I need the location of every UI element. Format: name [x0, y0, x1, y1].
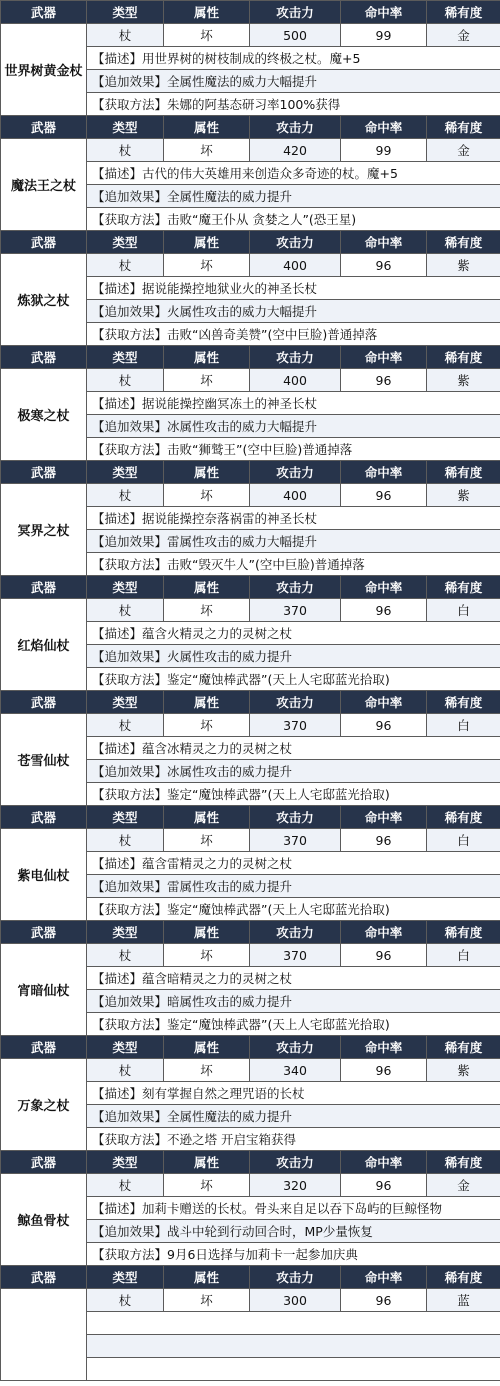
header-rarity: 稀有度 [427, 806, 500, 829]
header-row [1, 231, 500, 254]
weapon-stat-row [1, 829, 500, 852]
weapon-rarity: 紫 [427, 1059, 500, 1082]
weapon-attribute: 坏 [164, 254, 250, 277]
header-rarity: 稀有度 [427, 231, 500, 254]
weapon-stat-row [1, 484, 500, 507]
weapon-extra-effect: 【追加效果】雷属性攻击的威力提升 [87, 875, 500, 898]
weapon-attribute: 坏 [164, 369, 250, 392]
header-attack: 攻击力 [250, 1266, 341, 1289]
weapon-attack: 370 [250, 829, 341, 852]
header-weapon: 武器 [1, 461, 87, 484]
weapon-hit-rate: 96 [341, 484, 427, 507]
weapon-description [87, 1312, 500, 1335]
weapon-extra-effect: 【追加效果】冰属性攻击的威力大幅提升 [87, 415, 500, 438]
weapon-extra-effect: 【追加效果】火属性攻击的威力提升 [87, 645, 500, 668]
weapon-type: 杖 [87, 714, 164, 737]
weapon-hit-rate: 96 [341, 369, 427, 392]
weapon-type: 杖 [87, 24, 164, 47]
header-rarity: 稀有度 [427, 346, 500, 369]
header-type: 类型 [87, 1151, 164, 1174]
weapon-description: 【描述】据说能操控奈落祸雷的神圣长杖 [87, 507, 500, 530]
weapon-stat-row [1, 1174, 500, 1197]
weapon-name: 魔法王之杖 [1, 139, 87, 231]
weapon-stat-row [1, 1059, 500, 1082]
weapon-description: 【描述】刻有掌握自然之理咒语的长杖 [87, 1082, 500, 1105]
weapon-name: 紫电仙杖 [1, 829, 87, 921]
header-weapon: 武器 [1, 921, 87, 944]
weapon-attribute: 坏 [164, 944, 250, 967]
header-type: 类型 [87, 691, 164, 714]
weapon-stat-row [1, 714, 500, 737]
weapon-type: 杖 [87, 599, 164, 622]
weapon-name: 宵暗仙杖 [1, 944, 87, 1036]
header-row [1, 806, 500, 829]
weapon-stat-row [1, 254, 500, 277]
header-hit-rate: 命中率 [341, 691, 427, 714]
header-attack: 攻击力 [250, 576, 341, 599]
weapon-obtain-method: 【获取方法】鉴定“魔蚀棒武器”(天上人宅邸蓝光拾取) [87, 783, 500, 806]
header-attack: 攻击力 [250, 461, 341, 484]
weapon-name: 万象之杖 [1, 1059, 87, 1151]
header-row [1, 1266, 500, 1289]
weapon-attack: 500 [250, 24, 341, 47]
header-attack: 攻击力 [250, 806, 341, 829]
weapon-type: 杖 [87, 369, 164, 392]
weapon-hit-rate: 96 [341, 944, 427, 967]
weapon-attack: 300 [250, 1289, 341, 1312]
header-rarity: 稀有度 [427, 1036, 500, 1059]
header-rarity: 稀有度 [427, 1151, 500, 1174]
header-type: 类型 [87, 231, 164, 254]
header-weapon: 武器 [1, 576, 87, 599]
weapon-stat-row [1, 599, 500, 622]
weapon-description: 【描述】蕴含雷精灵之力的灵树之杖 [87, 852, 500, 875]
header-type: 类型 [87, 806, 164, 829]
header-hit-rate: 命中率 [341, 806, 427, 829]
weapon-attack: 370 [250, 714, 341, 737]
header-row [1, 346, 500, 369]
weapon-stat-row [1, 24, 500, 47]
weapon-extra-effect: 【追加效果】全属性魔法的威力大幅提升 [87, 70, 500, 93]
weapon-attribute: 坏 [164, 24, 250, 47]
weapon-rarity: 白 [427, 829, 500, 852]
weapon-hit-rate: 96 [341, 599, 427, 622]
weapon-attribute: 坏 [164, 1059, 250, 1082]
weapon-obtain-method: 【获取方法】鉴定“魔蚀棒武器”(天上人宅邸蓝光拾取) [87, 898, 500, 921]
header-row [1, 576, 500, 599]
header-weapon: 武器 [1, 116, 87, 139]
header-attribute: 属性 [164, 1036, 250, 1059]
weapon-description: 【描述】蕴含暗精灵之力的灵树之杖 [87, 967, 500, 990]
header-attribute: 属性 [164, 1151, 250, 1174]
weapon-name [1, 1289, 87, 1381]
weapon-obtain-method: 【获取方法】击败“凶兽奇美赞”(空中巨脸)普通掉落 [87, 323, 500, 346]
header-type: 类型 [87, 1266, 164, 1289]
header-attack: 攻击力 [250, 1151, 341, 1174]
header-row [1, 1, 500, 24]
header-weapon: 武器 [1, 231, 87, 254]
header-weapon: 武器 [1, 1266, 87, 1289]
weapon-obtain-method: 【获取方法】朱娜的阿基态研习率100%获得 [87, 93, 500, 116]
weapon-extra-effect [87, 1335, 500, 1358]
weapon-description: 【描述】蕴含火精灵之力的灵树之杖 [87, 622, 500, 645]
weapon-rarity: 蓝 [427, 1289, 500, 1312]
header-hit-rate: 命中率 [341, 1266, 427, 1289]
weapon-attribute: 坏 [164, 829, 250, 852]
header-hit-rate: 命中率 [341, 1036, 427, 1059]
weapon-obtain-method: 【获取方法】击败“狮鹫王”(空中巨脸)普通掉落 [87, 438, 500, 461]
header-attribute: 属性 [164, 231, 250, 254]
header-attack: 攻击力 [250, 116, 341, 139]
weapon-attack: 320 [250, 1174, 341, 1197]
header-type: 类型 [87, 461, 164, 484]
weapon-hit-rate: 96 [341, 714, 427, 737]
header-attribute: 属性 [164, 346, 250, 369]
header-type: 类型 [87, 576, 164, 599]
weapon-attribute: 坏 [164, 599, 250, 622]
header-hit-rate: 命中率 [341, 1, 427, 24]
header-attribute: 属性 [164, 116, 250, 139]
weapon-name: 炼狱之杖 [1, 254, 87, 346]
weapon-obtain-method: 【获取方法】鉴定“魔蚀棒武器”(天上人宅邸蓝光拾取) [87, 668, 500, 691]
weapon-obtain-method [87, 1358, 500, 1381]
header-hit-rate: 命中率 [341, 576, 427, 599]
header-rarity: 稀有度 [427, 1266, 500, 1289]
weapon-rarity: 紫 [427, 369, 500, 392]
weapon-rarity: 金 [427, 139, 500, 162]
header-type: 类型 [87, 116, 164, 139]
weapon-hit-rate: 96 [341, 1289, 427, 1312]
weapon-name: 冥界之杖 [1, 484, 87, 576]
weapon-attribute: 坏 [164, 139, 250, 162]
header-rarity: 稀有度 [427, 461, 500, 484]
header-attack: 攻击力 [250, 691, 341, 714]
header-weapon: 武器 [1, 1151, 87, 1174]
header-attribute: 属性 [164, 806, 250, 829]
weapon-description: 【描述】加莉卡赠送的长杖。骨头来自足以吞下岛屿的巨鲸怪物 [87, 1197, 500, 1220]
weapon-obtain-method: 【获取方法】击败“毁灭牛人”(空中巨脸)普通掉落 [87, 553, 500, 576]
weapon-stat-row [1, 1289, 500, 1312]
header-hit-rate: 命中率 [341, 346, 427, 369]
weapon-name: 世界树黄金杖 [1, 24, 87, 116]
weapon-name: 极寒之杖 [1, 369, 87, 461]
weapon-hit-rate: 96 [341, 1059, 427, 1082]
weapon-description: 【描述】古代的伟大英雄用来创造众多奇迹的杖。魔+5 [87, 162, 500, 185]
header-attribute: 属性 [164, 461, 250, 484]
weapon-description: 【描述】据说能操控地狱业火的神圣长杖 [87, 277, 500, 300]
weapon-extra-effect: 【追加效果】雷属性攻击的威力大幅提升 [87, 530, 500, 553]
weapon-type: 杖 [87, 1289, 164, 1312]
header-attribute: 属性 [164, 1266, 250, 1289]
weapon-name: 苍雪仙杖 [1, 714, 87, 806]
weapon-rarity: 金 [427, 24, 500, 47]
weapon-rarity: 紫 [427, 254, 500, 277]
weapon-hit-rate: 99 [341, 139, 427, 162]
weapon-extra-effect: 【追加效果】全属性魔法的威力提升 [87, 1105, 500, 1128]
weapon-name: 鲸鱼骨杖 [1, 1174, 87, 1266]
header-weapon: 武器 [1, 806, 87, 829]
header-attack: 攻击力 [250, 231, 341, 254]
weapon-name: 红焰仙杖 [1, 599, 87, 691]
weapon-obtain-method: 【获取方法】鉴定“魔蚀棒武器”(天上人宅邸蓝光拾取) [87, 1013, 500, 1036]
weapon-type: 杖 [87, 1059, 164, 1082]
weapon-stat-row [1, 369, 500, 392]
header-type: 类型 [87, 1036, 164, 1059]
header-weapon: 武器 [1, 346, 87, 369]
weapon-extra-effect: 【追加效果】暗属性攻击的威力提升 [87, 990, 500, 1013]
header-hit-rate: 命中率 [341, 116, 427, 139]
weapon-obtain-method: 【获取方法】9月6日选择与加莉卡一起参加庆典 [87, 1243, 500, 1266]
weapon-stat-row [1, 139, 500, 162]
weapon-hit-rate: 99 [341, 24, 427, 47]
header-rarity: 稀有度 [427, 576, 500, 599]
header-hit-rate: 命中率 [341, 921, 427, 944]
header-weapon: 武器 [1, 691, 87, 714]
weapon-type: 杖 [87, 829, 164, 852]
weapon-attribute: 坏 [164, 1289, 250, 1312]
header-hit-rate: 命中率 [341, 461, 427, 484]
header-weapon: 武器 [1, 1, 87, 24]
weapon-type: 杖 [87, 944, 164, 967]
header-weapon: 武器 [1, 1036, 87, 1059]
header-row [1, 1036, 500, 1059]
header-rarity: 稀有度 [427, 691, 500, 714]
weapon-attribute: 坏 [164, 714, 250, 737]
header-attribute: 属性 [164, 691, 250, 714]
header-row [1, 691, 500, 714]
weapon-hit-rate: 96 [341, 254, 427, 277]
weapon-extra-effect: 【追加效果】冰属性攻击的威力提升 [87, 760, 500, 783]
header-hit-rate: 命中率 [341, 231, 427, 254]
weapon-hit-rate: 96 [341, 1174, 427, 1197]
weapon-hit-rate: 96 [341, 829, 427, 852]
header-attribute: 属性 [164, 1, 250, 24]
header-row [1, 116, 500, 139]
header-row [1, 1151, 500, 1174]
weapon-description: 【描述】用世界树的树枝制成的终极之杖。魔+5 [87, 47, 500, 70]
weapon-rarity: 紫 [427, 484, 500, 507]
header-row [1, 921, 500, 944]
weapon-attack: 400 [250, 484, 341, 507]
weapon-stat-row [1, 944, 500, 967]
header-type: 类型 [87, 346, 164, 369]
header-type: 类型 [87, 921, 164, 944]
weapon-rarity: 白 [427, 944, 500, 967]
header-attack: 攻击力 [250, 1, 341, 24]
header-attack: 攻击力 [250, 1036, 341, 1059]
weapon-obtain-method: 【获取方法】击败“魔王仆从 贪婪之人”(恐王星) [87, 208, 500, 231]
weapon-rarity: 金 [427, 1174, 500, 1197]
weapon-extra-effect: 【追加效果】战斗中轮到行动回合时，MP少量恢复 [87, 1220, 500, 1243]
weapon-attack: 420 [250, 139, 341, 162]
header-type: 类型 [87, 1, 164, 24]
weapon-attack: 340 [250, 1059, 341, 1082]
header-rarity: 稀有度 [427, 1, 500, 24]
header-attack: 攻击力 [250, 921, 341, 944]
weapon-attack: 400 [250, 254, 341, 277]
weapon-extra-effect: 【追加效果】全属性魔法的威力提升 [87, 185, 500, 208]
header-hit-rate: 命中率 [341, 1151, 427, 1174]
weapon-rarity: 白 [427, 599, 500, 622]
weapon-attack: 400 [250, 369, 341, 392]
weapon-rarity: 白 [427, 714, 500, 737]
header-rarity: 稀有度 [427, 116, 500, 139]
weapon-type: 杖 [87, 484, 164, 507]
weapon-attack: 370 [250, 944, 341, 967]
weapon-description: 【描述】据说能操控幽冥冻土的神圣长杖 [87, 392, 500, 415]
weapon-attack: 370 [250, 599, 341, 622]
header-row [1, 461, 500, 484]
weapon-description: 【描述】蕴含冰精灵之力的灵树之杖 [87, 737, 500, 760]
weapon-type: 杖 [87, 1174, 164, 1197]
header-attribute: 属性 [164, 921, 250, 944]
header-attribute: 属性 [164, 576, 250, 599]
weapon-obtain-method: 【获取方法】不逊之塔 开启宝箱获得 [87, 1128, 500, 1151]
weapon-type: 杖 [87, 139, 164, 162]
weapon-type: 杖 [87, 254, 164, 277]
header-attack: 攻击力 [250, 346, 341, 369]
weapon-extra-effect: 【追加效果】火属性攻击的威力大幅提升 [87, 300, 500, 323]
header-rarity: 稀有度 [427, 921, 500, 944]
weapon-attribute: 坏 [164, 484, 250, 507]
weapon-attribute: 坏 [164, 1174, 250, 1197]
